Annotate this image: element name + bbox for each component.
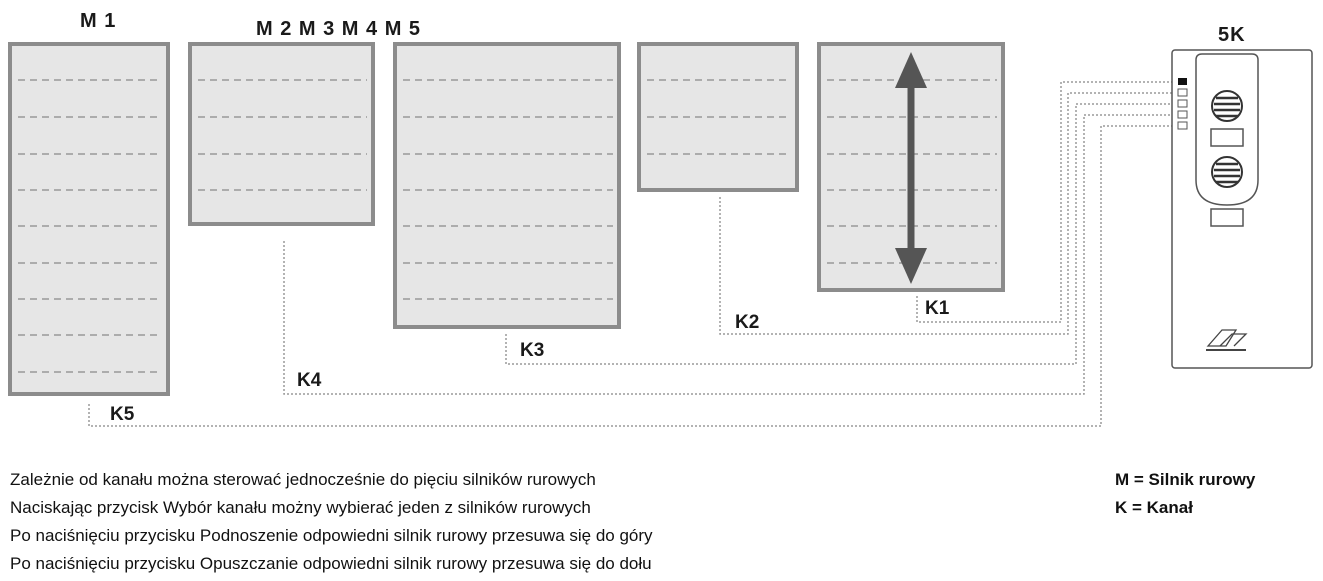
description-line-2: Naciskając przycisk Wybór kanału możny wybierać jeden z silników rurowych: [10, 498, 591, 517]
blind-m3: [395, 44, 619, 327]
motor-labels-m2-m5: M 2 M 3 M 4 M 5: [256, 18, 422, 40]
channel-label-k5: K5: [110, 404, 135, 425]
remote-control: [1172, 50, 1312, 368]
channel-label-k4: K4: [297, 370, 322, 391]
blind-m1: [10, 44, 168, 394]
channel-label-k2: K2: [735, 312, 760, 333]
channel-label-k3: K3: [520, 340, 545, 361]
legend-motor: M = Silnik rurowy: [1115, 470, 1256, 489]
channel-label-k1: K1: [925, 298, 950, 319]
legend-channel: K = Kanał: [1115, 498, 1193, 517]
description-line-1: Zależnie od kanału można sterować jednocześnie do pięciu silników rurowych: [10, 470, 596, 489]
down-button-icon: [1212, 157, 1242, 187]
blind-m2: [190, 44, 373, 224]
extra-button: [1211, 209, 1243, 226]
channel-select-button: [1211, 129, 1243, 146]
up-button-icon: [1212, 91, 1242, 121]
description-line-3: Po naciśnięciu przycisku Podnoszenie odpowiedni silnik rurowy przesuwa się do góry: [10, 526, 653, 545]
blind-m4: [639, 44, 797, 190]
remote-title: 5K: [1218, 24, 1246, 46]
motor-label-m1: M 1: [80, 10, 117, 32]
description-line-4: Po naciśnięciu przycisku Opuszczanie odpowiedni silnik rurowy przesuwa się do dołu: [10, 554, 652, 573]
